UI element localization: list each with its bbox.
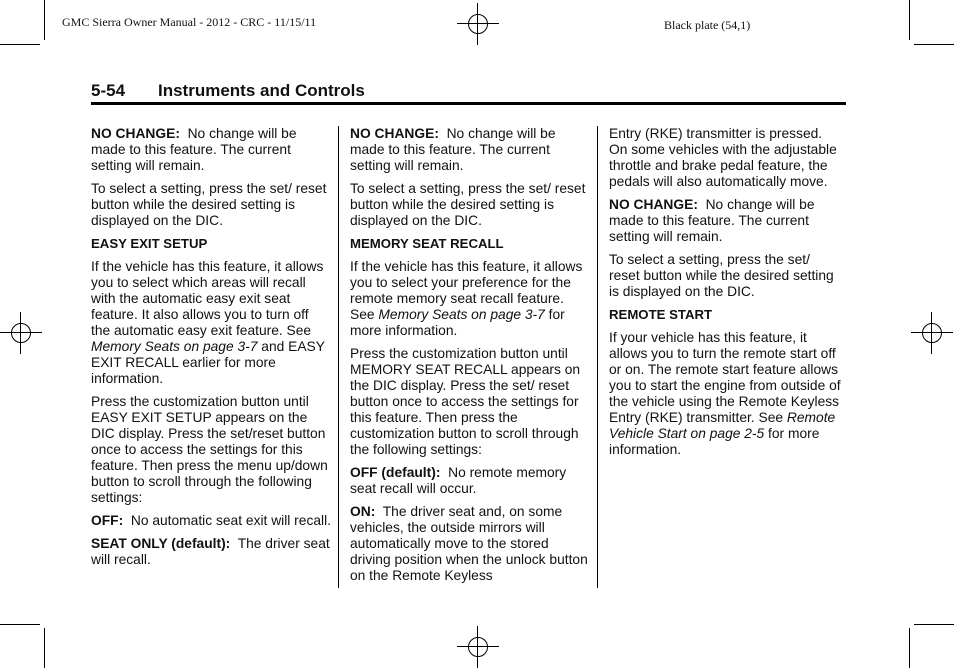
paragraph: Press the customization button until EASY EXIT SETUP appears on the DIC display. Press the set/reset button once to access the settings for this feature. Then press the menu up/down button to scroll through the following settings:: [91, 394, 328, 505]
cross-reference-link[interactable]: Memory Seats on page 3-7: [91, 339, 258, 354]
crop-mark: [909, 628, 910, 668]
paragraph-text: for more information.: [350, 307, 565, 338]
section-title: Instruments and Controls: [158, 81, 365, 100]
paragraph-text: If your vehicle has this feature, it allows you to turn the remote start off or on. The remote start feature allows you to start the engine from outside of the vehicle using the Remote Keyless Entry (RKE) transmitter. See: [609, 330, 841, 425]
cross-reference-link[interactable]: Memory Seats on page 3-7: [378, 307, 545, 322]
paragraph: [91, 536, 331, 568]
term-label: NO CHANGE:: [350, 126, 439, 141]
paragraph: [350, 259, 590, 339]
paragraph: [609, 330, 841, 458]
paragraph-text: No automatic seat exit will recall.: [130, 513, 331, 528]
section-heading: EASY EXIT SETUP: [91, 236, 208, 251]
paragraph: [91, 126, 331, 174]
section-heading: REMOTE START: [609, 307, 713, 322]
term-label: NO CHANGE:: [91, 126, 180, 141]
term-label: SEAT ONLY (default):: [91, 536, 231, 551]
paragraph: To select a setting, press the set/ reset button while the desired setting is displayed on the DIC.: [609, 252, 834, 299]
column-3: [609, 126, 841, 465]
paragraph-text: No change will be made to this feature. The current setting will remain.: [350, 126, 556, 173]
cross-reference-link[interactable]: Remote Vehicle Start on page 2-5: [609, 410, 836, 441]
registration-mark-icon: [917, 318, 947, 348]
paragraph-text: No remote memory seat recall will occur.: [350, 465, 567, 496]
paragraph: To select a setting, press the set/ reset button while the desired setting is displayed on the DIC.: [91, 181, 327, 228]
paragraph: Press the customization button until MEMORY SEAT RECALL appears on the DIC display. Press the set/ reset button once to access the settings for this feature. Then press the customization button to scroll through the following settings:: [350, 346, 581, 457]
paragraph: [609, 197, 841, 245]
paragraph: Entry (RKE) transmitter is pressed. On some vehicles with the adjustable throttle and brake pedal feature, the pedals will also automatically move.: [609, 126, 837, 189]
registration-mark-icon: [463, 9, 493, 39]
paragraph: [350, 465, 590, 497]
page-title: [91, 80, 846, 105]
paragraph: [91, 259, 331, 387]
crop-mark: [914, 44, 954, 45]
paragraph-text: No change will be made to this feature. The current setting will remain.: [609, 197, 815, 244]
paragraph-text: The driver seat will recall.: [91, 536, 330, 567]
section-heading: MEMORY SEAT RECALL: [350, 236, 504, 251]
paragraph-text: If the vehicle has this feature, it allows you to select which areas will recall with the automatic easy exit seat feature. It also allows you to turn off the automatic easy exit feature. See: [91, 259, 324, 338]
paragraph-text: and EASY EXIT RECALL earlier for more information.: [91, 339, 325, 386]
registration-mark-icon: [6, 318, 36, 348]
term-label: ON:: [350, 504, 376, 519]
crop-mark: [914, 624, 954, 625]
column-divider: [338, 126, 339, 588]
crop-mark: [0, 624, 40, 625]
term-label: OFF (default):: [350, 465, 441, 480]
crop-mark: [0, 44, 40, 45]
crop-mark: [909, 0, 910, 40]
paragraph: To select a setting, press the set/ reset button while the desired setting is displayed on the DIC.: [350, 181, 586, 228]
paragraph: [350, 504, 590, 584]
column-2: [350, 126, 590, 591]
paragraph-text: If the vehicle has this feature, it allows you to select your preference for the remote memory seat recall feature. See: [350, 259, 583, 322]
crop-mark: [44, 628, 45, 668]
paragraph: [91, 513, 331, 529]
paragraph-text: The driver seat and, on some vehicles, the outside mirrors will automatically move to the stored driving position when the unlock button on the Remote Keyless: [350, 504, 588, 583]
paragraph: [350, 126, 590, 174]
plate-label: Black plate (54,1): [664, 18, 751, 32]
column-divider: [597, 126, 598, 588]
column-1: [91, 126, 331, 575]
doc-info: GMC Sierra Owner Manual - 2012 - CRC - 11/15/11: [62, 15, 317, 29]
term-label: OFF:: [91, 513, 124, 528]
page-number: 5-54: [91, 81, 126, 100]
registration-mark-icon: [463, 632, 493, 662]
term-label: NO CHANGE:: [609, 197, 698, 212]
paragraph-text: No change will be made to this feature. The current setting will remain.: [91, 126, 297, 173]
paragraph-text: for more information.: [609, 426, 820, 457]
crop-mark: [44, 0, 45, 40]
